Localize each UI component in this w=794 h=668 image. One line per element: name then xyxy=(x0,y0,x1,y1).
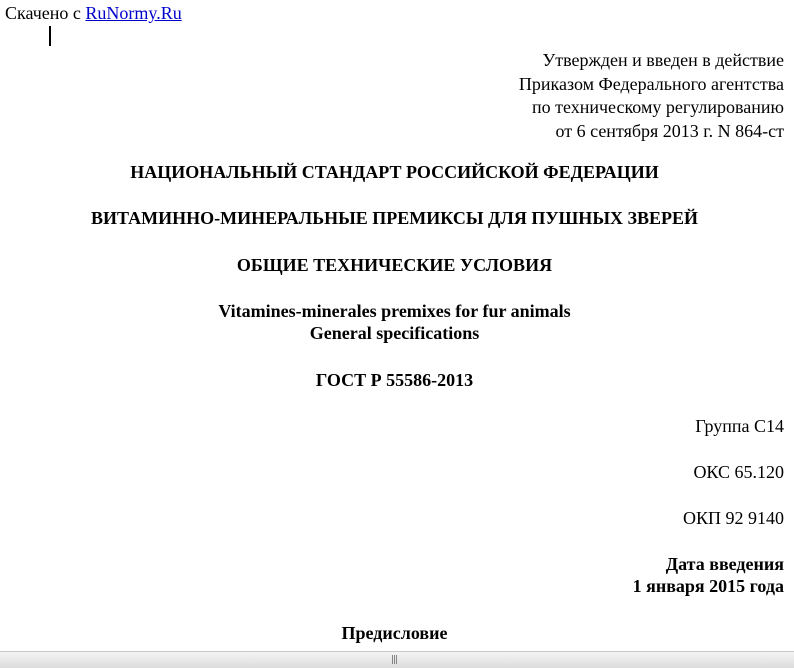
approval-line: от 6 сентября 2013 г. N 864-ст xyxy=(555,120,784,141)
english-title: Vitamines-minerales premixes for fur animals xyxy=(218,301,571,321)
source-prefix: Скачено с xyxy=(5,3,86,23)
intro-date-label: Дата введения xyxy=(665,554,784,574)
product-title: ВИТАМИННО-МИНЕРАЛЬНЫЕ ПРЕМИКСЫ ДЛЯ ПУШНЫХ ЗВЕРЕЙ xyxy=(90,208,699,228)
source-line xyxy=(5,3,182,23)
standard-code: ГОСТ Р 55586-2013 xyxy=(315,370,474,390)
horizontal-scrollbar[interactable] xyxy=(0,651,794,668)
conditions-title: ОБЩИЕ ТЕХНИЧЕСКИЕ УСЛОВИЯ xyxy=(236,255,553,275)
foreword-heading: Предисловие xyxy=(341,623,448,643)
standard-title: НАЦИОНАЛЬНЫЙ СТАНДАРТ РОССИЙСКОЙ ФЕДЕРАЦИИ xyxy=(130,162,659,182)
intro-date-value: 1 января 2015 года xyxy=(632,576,784,596)
approval-block xyxy=(519,49,784,143)
okp-code: ОКП 92 9140 xyxy=(682,508,784,528)
source-link[interactable]: RuNormy.Ru xyxy=(85,3,182,23)
english-subtitle: General specifications xyxy=(309,323,480,343)
text-cursor xyxy=(49,26,51,46)
group-code: Группа С14 xyxy=(695,416,784,436)
approval-line: по техническому регулированию xyxy=(531,97,784,117)
scrollbar-grip-icon[interactable]: ||| xyxy=(391,655,398,665)
oks-code: ОКС 65.120 xyxy=(693,462,784,482)
approval-line: Приказом Федерального агентства xyxy=(518,73,784,94)
approval-line: Утвержден и введен в действие xyxy=(542,50,784,70)
